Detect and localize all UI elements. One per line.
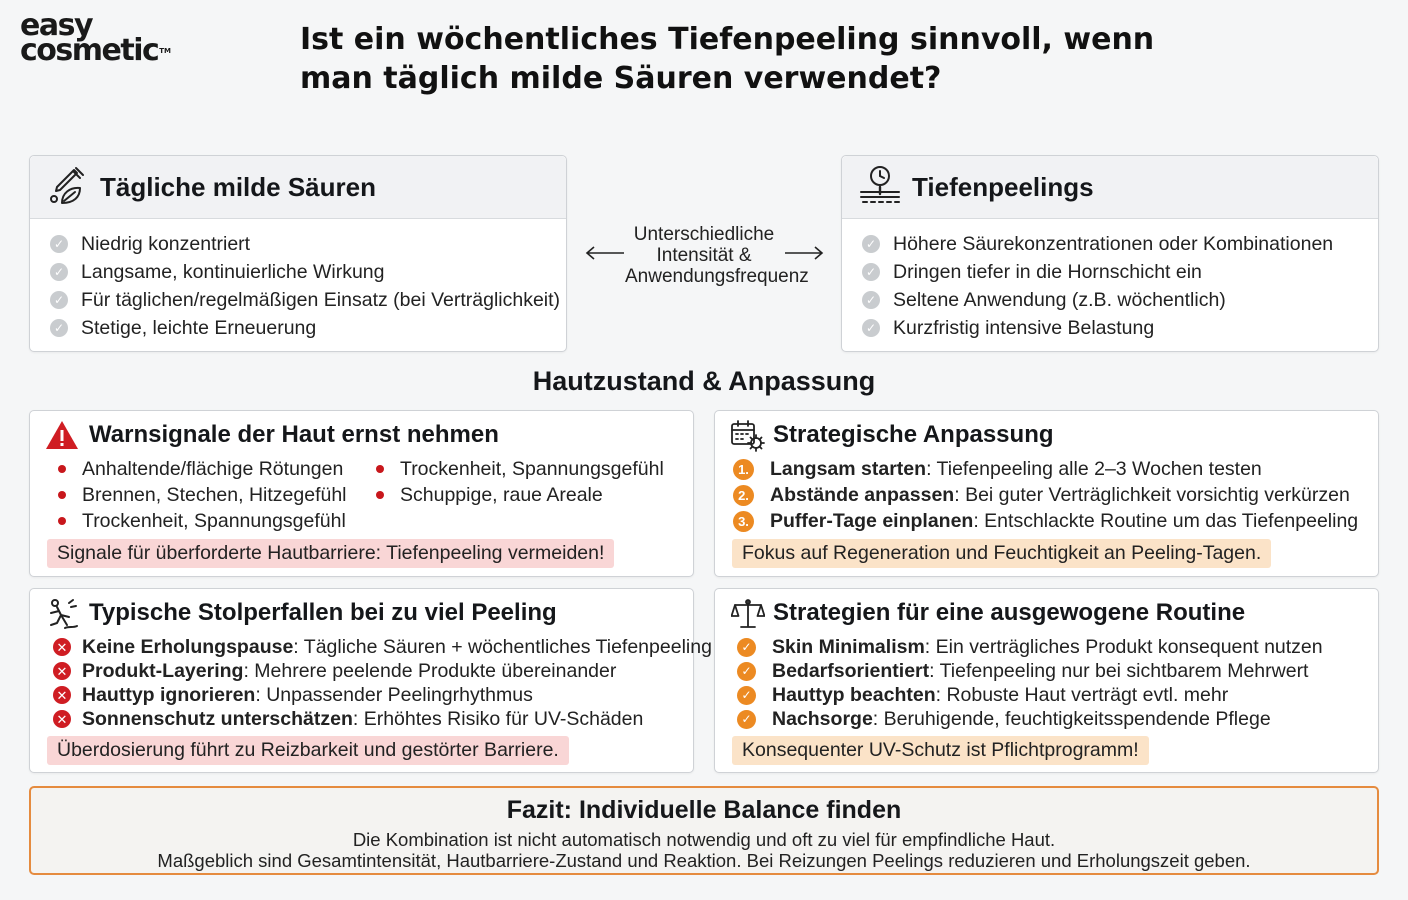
red-bullet-icon bbox=[376, 465, 384, 473]
list-item: 2. Abstände anpassen : Bei guter Verträglichkeit vorsichtig verkürzen bbox=[733, 482, 1350, 508]
intensity-frequency-label: Unterschiedliche Intensität & Anwendungsfrequenz bbox=[625, 224, 809, 287]
arrow-right-icon bbox=[784, 245, 824, 261]
daily-acids-title: Tägliche milde Säuren bbox=[100, 171, 376, 202]
list-item: Anhaltende/flächige Rötungen bbox=[58, 456, 343, 482]
check-icon: ✓ bbox=[50, 291, 68, 309]
check-circle-icon: ✓ bbox=[737, 662, 756, 681]
list-item: ✓ Dringen tiefer in die Hornschicht ein bbox=[862, 258, 1378, 286]
red-bullet-icon bbox=[376, 491, 384, 499]
check-circle-icon: ✓ bbox=[737, 638, 756, 657]
deep-peel-title: Tiefenpeelings bbox=[912, 171, 1094, 202]
red-bullet-icon bbox=[58, 465, 66, 473]
conclusion-line-1: Die Kombination ist nicht automatisch notwendig und oft zu viel für empfindliche Haut. bbox=[352, 829, 1056, 850]
red-bullet-icon bbox=[58, 491, 66, 499]
step-number-badge: 3. bbox=[733, 511, 754, 532]
pitfalls-box bbox=[29, 588, 712, 773]
check-circle-icon: ✓ bbox=[737, 686, 756, 705]
list-item: Trockenheit, Spannungsgefühl bbox=[376, 456, 664, 482]
check-icon: ✓ bbox=[862, 319, 880, 337]
list-item: ✓ Skin Minimalism : Ein verträgliches Produkt konsequent nutzen bbox=[737, 635, 1323, 659]
error-x-icon: ✕ bbox=[53, 662, 71, 680]
list-item: ✓ Hauttyp beachten : Robuste Haut verträgt evtl. mehr bbox=[737, 683, 1228, 707]
step-number-badge: 1. bbox=[733, 459, 754, 480]
list-item: ✕ Keine Erholungspause : Tägliche Säuren + wöchentliches Tiefenpeeling bbox=[53, 635, 712, 659]
list-item: ✓ Stetige, leichte Erneuerung bbox=[50, 314, 566, 342]
balanced-routine-title: Strategien für eine ausgewogene Routine bbox=[773, 599, 1246, 626]
step-number-badge: 2. bbox=[733, 485, 754, 506]
pitfalls-title: Typische Stolperfallen bei zu viel Peeling bbox=[89, 599, 557, 626]
deep-peel-list bbox=[842, 219, 1378, 342]
deep-peel-card bbox=[841, 155, 1379, 352]
list-item: ✓ Nachsorge : Beruhigende, feuchtigkeitsspendende Pflege bbox=[737, 707, 1271, 731]
conclusion-title: Fazit: Individuelle Balance finden bbox=[506, 796, 902, 824]
strategic-adjustment-box bbox=[714, 410, 1379, 577]
timer-skin-layers-icon bbox=[858, 163, 902, 212]
check-icon: ✓ bbox=[862, 263, 880, 281]
daily-acids-card bbox=[29, 155, 567, 352]
balanced-note: Konsequenter UV-Schutz ist Pflichtprogramm! bbox=[732, 736, 1149, 765]
page-title: Ist ein wöchentliches Tiefenpeeling sinnvoll, wenn man täglich milde Säuren verwendet? bbox=[300, 22, 1155, 96]
strategy-note: Fokus auf Regeneration und Feuchtigkeit an Peeling-Tagen. bbox=[732, 539, 1271, 568]
list-item: 3. Puffer-Tage einplanen : Entschlackte Routine um das Tiefenpeeling bbox=[733, 508, 1358, 534]
list-item: ✓ Kurzfristig intensive Belastung bbox=[862, 314, 1378, 342]
list-item: ✓ Bedarfsorientiert : Tiefenpeeling nur bei sichtbarem Mehrwert bbox=[737, 659, 1308, 683]
list-item: ✓ Seltene Anwendung (z.B. wöchentlich) bbox=[862, 286, 1378, 314]
warning-signals-box bbox=[29, 410, 694, 577]
daily-acids-list bbox=[30, 219, 566, 342]
logo-trademark: TM bbox=[159, 47, 172, 55]
person-slipping-icon bbox=[45, 597, 79, 636]
conclusion-line-2: Maßgeblich sind Gesamtintensität, Hautbarriere-Zustand und Reaktion. Bei Reizungen Peelings reduzieren und Erholungszeit geben. bbox=[157, 850, 1251, 871]
error-x-icon: ✕ bbox=[53, 710, 71, 728]
list-item: ✕ Hauttyp ignorieren : Unpassender Peelingrhythmus bbox=[53, 683, 533, 707]
list-item: ✓ Höhere Säurekonzentrationen oder Kombinationen bbox=[862, 230, 1378, 258]
list-item: ✕ Produkt-Layering : Mehrere peelende Produkte übereinander bbox=[53, 659, 616, 683]
red-bullet-icon bbox=[58, 517, 66, 525]
list-item: Schuppige, raue Areale bbox=[376, 482, 603, 508]
check-icon: ✓ bbox=[50, 235, 68, 253]
brand-logo bbox=[20, 8, 190, 74]
check-icon: ✓ bbox=[50, 263, 68, 281]
list-item: ✓ Langsame, kontinuierliche Wirkung bbox=[50, 258, 566, 286]
deep-peel-card-header bbox=[842, 156, 1378, 219]
check-icon: ✓ bbox=[50, 319, 68, 337]
section-title: Hautzustand & Anpassung bbox=[532, 366, 876, 396]
list-item: ✕ Sonnenschutz unterschätzen : Erhöhtes Risiko für UV-Schäden bbox=[53, 707, 643, 731]
list-item: ✓ Für täglichen/regelmäßigen Einsatz (bei Verträglichkeit) bbox=[50, 286, 566, 314]
daily-acids-card-header bbox=[30, 156, 566, 219]
warning-signals-title: Warnsignale der Haut ernst nehmen bbox=[89, 421, 499, 448]
error-x-icon: ✕ bbox=[53, 686, 71, 704]
pitfalls-note: Überdosierung führt zu Reizbarkeit und gestörter Barriere. bbox=[47, 736, 569, 765]
strategic-adjustment-title: Strategische Anpassung bbox=[773, 421, 1054, 448]
dropper-leaf-icon bbox=[46, 163, 90, 212]
logo-line-2: cosmetic bbox=[20, 33, 159, 68]
warning-triangle-icon bbox=[45, 420, 79, 455]
calendar-gear-icon bbox=[730, 419, 766, 458]
check-icon: ✓ bbox=[862, 291, 880, 309]
list-item: 1. Langsam starten : Tiefenpeeling alle 2–3 Wochen testen bbox=[733, 456, 1262, 482]
check-icon: ✓ bbox=[862, 235, 880, 253]
balanced-routine-box bbox=[714, 588, 1379, 773]
warning-note: Signale für überforderte Hautbarriere: Tiefenpeeling vermeiden! bbox=[47, 539, 614, 568]
logo-line-1: easy bbox=[20, 8, 93, 43]
check-circle-icon: ✓ bbox=[737, 710, 756, 729]
list-item: ✓ Niedrig konzentriert bbox=[50, 230, 566, 258]
balance-scale-icon bbox=[731, 598, 765, 635]
list-item: Brennen, Stechen, Hitzegefühl bbox=[58, 482, 347, 508]
conclusion-box bbox=[29, 786, 1379, 875]
list-item: Trockenheit, Spannungsgefühl bbox=[58, 508, 346, 534]
error-x-icon: ✕ bbox=[53, 638, 71, 656]
